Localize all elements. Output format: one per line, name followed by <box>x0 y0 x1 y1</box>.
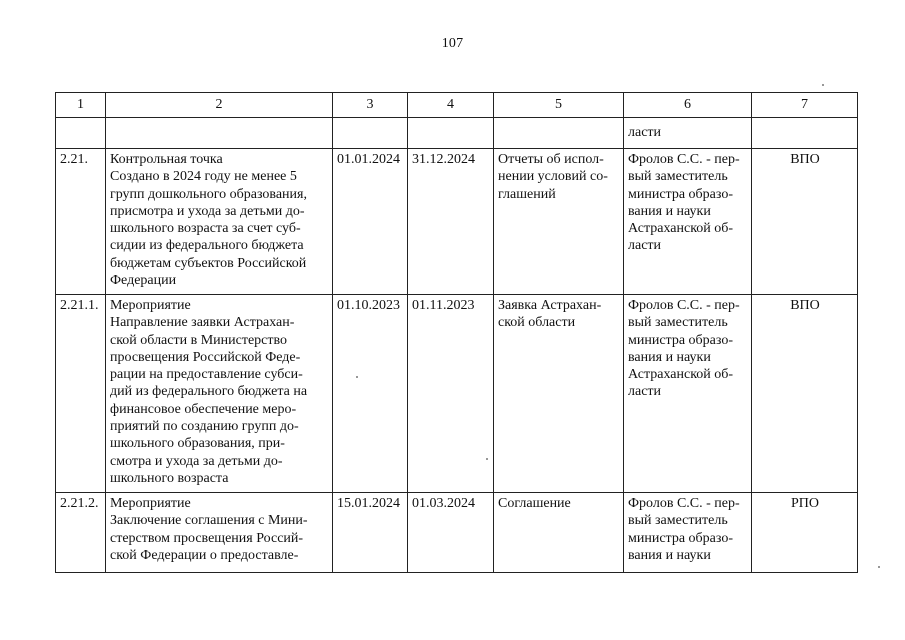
table-row <box>56 493 858 573</box>
table-row <box>56 295 858 493</box>
code-cell: РПО <box>752 493 858 573</box>
scan-speck <box>878 566 880 568</box>
header-cell: 3 <box>333 93 408 118</box>
table-header-row <box>56 93 858 118</box>
document-cell: Отчеты об испол- нении условий со- глашений <box>494 149 624 295</box>
start-date-cell <box>333 118 408 149</box>
code-cell: ВПО <box>752 295 858 493</box>
plan-table <box>55 92 858 573</box>
row-number-cell: 2.21.1. <box>56 295 106 493</box>
scan-speck <box>822 84 824 86</box>
description-cell: Мероприятие Заключение соглашения с Мини- стерством просвещения Россий- ской Федерации о предоставле- <box>106 493 333 573</box>
table-row <box>56 149 858 295</box>
end-date-cell: 01.11.2023 <box>408 295 494 493</box>
code-cell: ВПО <box>752 149 858 295</box>
row-number-cell <box>56 118 106 149</box>
document-cell: Соглашение <box>494 493 624 573</box>
scan-speck <box>356 376 358 378</box>
end-date-cell: 31.12.2024 <box>408 149 494 295</box>
header-cell: 4 <box>408 93 494 118</box>
description-cell <box>106 118 333 149</box>
responsible-cell: Фролов С.С. - пер- вый заместитель министра образо- вания и науки Астраханской об- ласти <box>624 295 752 493</box>
description-cell: Мероприятие Направление заявки Астрахан- ской области в Министерство просвещения Российской Феде- рации на предоставление субси- дий из федерального бюджета на финансовое обеспечение меро- приятий по созданию групп до- школьного образования, при- смотра и ухода за детьми до- школьного возраста <box>106 295 333 493</box>
code-cell <box>752 118 858 149</box>
row-number-cell: 2.21.2. <box>56 493 106 573</box>
responsible-cell: Фролов С.С. - пер- вый заместитель министра образо- вания и науки <box>624 493 752 573</box>
scan-speck <box>486 458 488 460</box>
header-cell: 5 <box>494 93 624 118</box>
header-cell: 6 <box>624 93 752 118</box>
start-date-cell: 01.10.2023 <box>333 295 408 493</box>
responsible-cell: ласти <box>624 118 752 149</box>
page-number: 107 <box>441 36 464 51</box>
document-cell: Заявка Астрахан- ской области <box>494 295 624 493</box>
start-date-cell: 01.01.2024 <box>333 149 408 295</box>
end-date-cell: 01.03.2024 <box>408 493 494 573</box>
responsible-cell: Фролов С.С. - пер- вый заместитель министра образо- вания и науки Астраханской об- ласти <box>624 149 752 295</box>
document-cell <box>494 118 624 149</box>
end-date-cell <box>408 118 494 149</box>
start-date-cell: 15.01.2024 <box>333 493 408 573</box>
description-cell: Контрольная точка Создано в 2024 году не менее 5 групп дошкольного образования, присмотра и ухода за детьми до- школьного возраста за счет суб- сидии из федерального бюджета бюджетам субъектов Российской Федерации <box>106 149 333 295</box>
header-cell: 7 <box>752 93 858 118</box>
table-row <box>56 118 858 149</box>
header-cell: 1 <box>56 93 106 118</box>
row-number-cell: 2.21. <box>56 149 106 295</box>
header-cell: 2 <box>106 93 333 118</box>
